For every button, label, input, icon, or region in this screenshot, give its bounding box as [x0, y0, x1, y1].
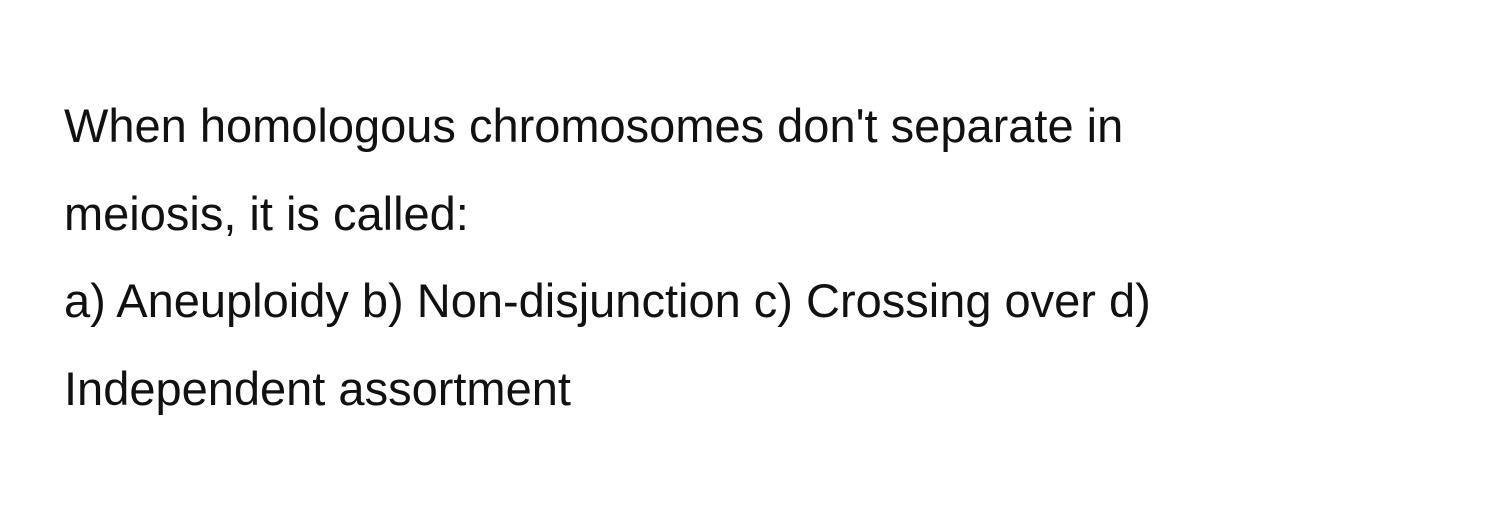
- option-b-label: b): [361, 274, 404, 327]
- option-a-text: Aneuploidy: [116, 274, 349, 327]
- option-b-text: Non-disjunction: [416, 274, 741, 327]
- option-d-label: d): [1109, 274, 1151, 327]
- answer-options: [64, 257, 1454, 432]
- question-text: [64, 82, 1454, 257]
- option-a: [64, 274, 349, 327]
- option-a-label: a): [64, 274, 106, 327]
- option-b: [362, 274, 741, 327]
- option-c-text: Crossing over: [806, 274, 1096, 327]
- question-block: [64, 82, 1454, 432]
- question-line-2: meiosis, it is called:: [64, 186, 469, 240]
- question-line-1: When homologous chromosomes don't separate in: [64, 99, 1124, 152]
- option-c: [754, 274, 1096, 327]
- option-c-label: c): [753, 274, 793, 327]
- option-d-text: Independent assortment: [64, 361, 571, 415]
